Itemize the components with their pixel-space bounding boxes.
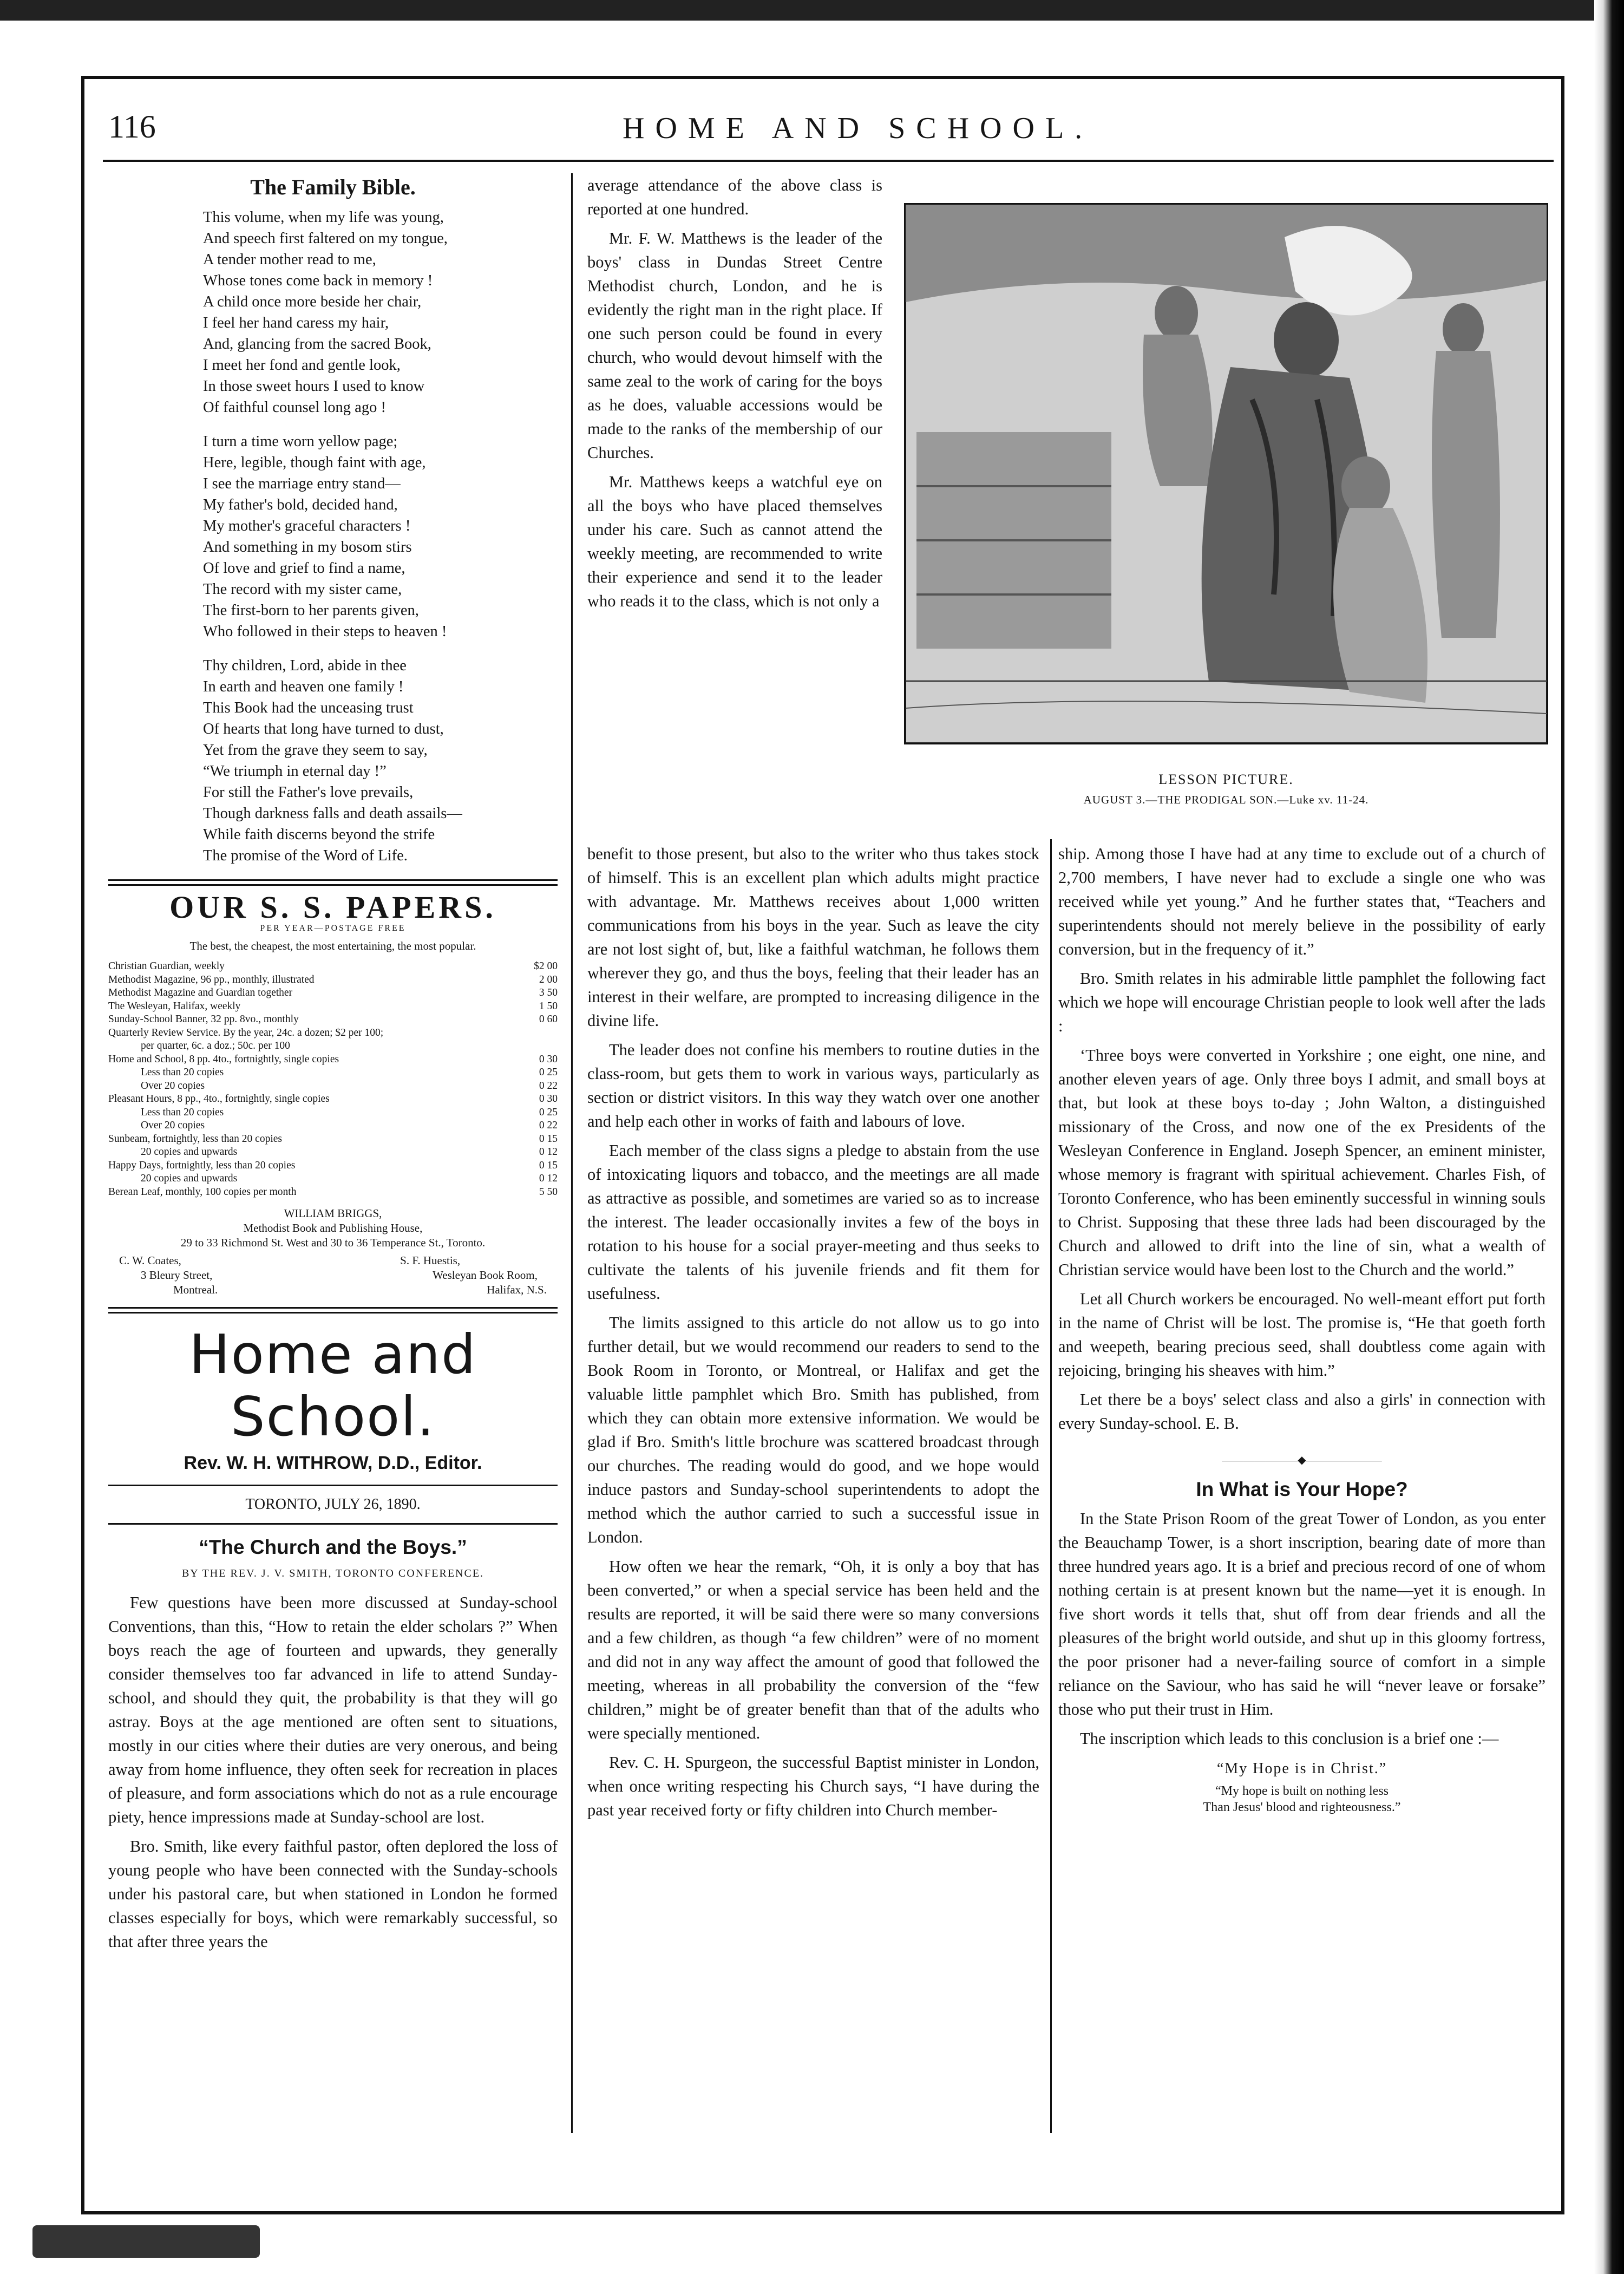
price-label: 20 copies and upwards: [141, 1173, 238, 1184]
poem-stanza-2: [203, 431, 558, 642]
column-middle-top: [587, 173, 882, 618]
price-value: [525, 1040, 558, 1053]
price-row: [108, 1146, 558, 1159]
poem-body: [108, 207, 558, 866]
price-label: Less than 20 copies: [141, 1106, 224, 1118]
price-row: [108, 1106, 558, 1120]
price-row: [108, 960, 558, 973]
publisher-name: WILLIAM BRIGGS,: [284, 1207, 382, 1220]
price-value: 0 30: [539, 1053, 558, 1065]
publisher-address: 29 to 33 Richmond St. West and 30 to 36 Temperance St., Toronto.: [180, 1236, 486, 1249]
hope-paragraph: The inscription which leads to this conclusion is a brief one :—: [1080, 1729, 1499, 1748]
poem-line: And something in my bosom stirs: [203, 539, 412, 556]
poem-title: The Family Bible.: [250, 175, 416, 199]
price-row: [108, 1040, 558, 1053]
price-row: [108, 1080, 558, 1093]
column-left: [108, 173, 558, 1959]
poem-line: For still the Father's love prevails,: [203, 784, 414, 801]
article-paragraph: average attendance of the above class is reported at one hundred.: [587, 176, 882, 218]
price-value: 0 25: [539, 1067, 558, 1078]
price-value: 0 15: [539, 1159, 558, 1171]
poem-line: Who followed in their steps to heaven !: [203, 623, 447, 640]
price-value: 0 60: [539, 1014, 558, 1025]
price-value: 0 30: [539, 1093, 558, 1105]
verse-line: “My hope is built on nothing less: [1215, 1784, 1389, 1798]
running-title: HOME AND SCHOOL.: [623, 112, 1093, 145]
price-row: [108, 1133, 558, 1146]
price-row: [108, 1053, 558, 1067]
hope-verse: [1058, 1783, 1546, 1815]
lesson-caption-title: LESSON PICTURE.: [1158, 772, 1294, 787]
price-label: per quarter, 6c. a doz.; 50c. per 100: [141, 1040, 290, 1051]
price-value: 0 12: [539, 1173, 558, 1184]
poem-line: A child once more beside her chair,: [203, 293, 422, 310]
poem-line: The record with my sister came,: [203, 581, 402, 598]
poem-line: Yet from the grave they seem to say,: [203, 742, 428, 759]
price-value: 0 22: [539, 1120, 558, 1131]
price-row: [108, 1119, 558, 1133]
article-paragraph: Mr. F. W. Matthews is the leader of the boys' class in Dundas Street Centre Methodist church, London, and he is evidently the right man in the right place. If one such person could be found in every church, who would devout himself with the same zeal to the work of caring for the boys as he does, valuable accessions would be made to the ranks of the membership of our Churches.: [587, 229, 882, 462]
price-label: Berean Leaf, monthly, 100 copies per month: [108, 1186, 297, 1198]
ss-papers-subtitle: PER YEAR—POSTAGE FREE: [260, 924, 406, 933]
poem-line: I meet her fond and gentle look,: [203, 357, 401, 374]
poem-line: I feel her hand caress my hair,: [203, 315, 389, 331]
article-title: “The Church and the Boys.”: [199, 1536, 467, 1558]
price-label: Sunbeam, fortnightly, less than 20 copies: [108, 1133, 282, 1145]
article-paragraph: Bro. Smith, like every faithful pastor, often deplored the loss of young people who have been connected with the Sunday-schools under his pastoral care, but when stationed in London he formed classes especially for boys, which were remarkably successful, so that after three years the: [108, 1837, 558, 1951]
hope-title: In What is Your Hope?: [1196, 1478, 1408, 1500]
price-label: Pleasant Hours, 8 pp., 4to., fortnightly, single copies: [108, 1093, 330, 1105]
agents: [108, 1253, 558, 1297]
article-paragraph: Let all Church workers be encouraged. No well-meant effort put forth in the name of Christ will be lost. The promise is, “He that goeth forth and weepeth, bearing precious seed, shall doubtless come again with rejoicing, bringing his sheaves with him.”: [1058, 1290, 1546, 1380]
poem-line: My father's bold, decided hand,: [203, 496, 398, 513]
price-label: Home and School, 8 pp. 4to., fortnightly, single copies: [108, 1053, 339, 1065]
hope-paragraph: In the State Prison Room of the great Tower of London, as you enter the Beauchamp Tower, is a short inscription, bearing date of more than three hundred years ago. It is a brief and precious record of one of whom nothing certain is at present known but the name—yet it is enough. In five short words it tells that, shut off from dear friends and all the pleasures of the bright world outside, and shut up in this gloomy fortress, the poor prisoner had a never-failing source of comfort in a simple reliance on the Saviour, who has said he will “never leave or forsake” those who put their trust in Him.: [1058, 1510, 1546, 1718]
price-row: [108, 1000, 558, 1014]
masthead-editor: Rev. W. H. WITHROW, D.D., Editor.: [184, 1453, 482, 1473]
scan-bottom-smudge: [32, 2225, 260, 2258]
scan-right-edge: [1594, 0, 1624, 2274]
price-label: Happy Days, fortnightly, less than 20 copies: [108, 1159, 296, 1171]
poem-line: My mother's graceful characters !: [203, 518, 411, 534]
article-paragraph: Few questions have been more discussed at Sunday-school Conventions, than this, “How to retain the elder scholars ?” When boys reach the age of fourteen and upwards, they generally consider themselves too far advanced in life to attend Sunday-school, and should they quit, the probability is that they will go astray. Boys at the age mentioned are often sent to situations, mostly in our cities where their duties are very onerous, and being away from home influence, they often seek for recreation in places of pleasure, and form associations which do not as a rule encourage piety, hence impressions made at Sunday-school are lost.: [108, 1593, 558, 1826]
price-row: [108, 1172, 558, 1186]
lesson-picture: [904, 203, 1548, 744]
poem-line: While faith discerns beyond the strife: [203, 826, 435, 843]
agent-line: C. W. Coates,: [119, 1254, 181, 1267]
price-label: Sunday-School Banner, 32 pp. 8vo., monthly: [108, 1014, 299, 1025]
article-paragraph: benefit to those present, but also to the writer who thus takes stock of himself. This is an excellent plan which adults might practice with advantage. Mr. Matthews receives about 1,000 written communications from his boys in the year. Such as leave the city are not lost sight of, but, like a faithful watchman, he follows them wherever they go, and thus the boys, feeling that their leader has an interest in their welfare, are prompted to increasing diligence in the divine life.: [587, 845, 1039, 1030]
agent-line: Wesleyan Book Room,: [433, 1269, 538, 1282]
column-middle-lower: [587, 842, 1039, 1827]
price-value: [525, 1027, 558, 1040]
double-rule: [108, 1307, 558, 1314]
price-value: 0 22: [539, 1080, 558, 1092]
price-row: [108, 973, 558, 987]
ornamental-rule: ―――――――◆―――――――: [1222, 1454, 1382, 1466]
article-paragraph: The leader does not confine his members to routine duties in the class-room, but gets them to work in various ways, particularly as section or district visitors. In this way they watch over one another and help each other in works of faith and labours of love.: [587, 1041, 1039, 1131]
column-right: [1058, 842, 1546, 1815]
poem-line: The promise of the Word of Life.: [203, 847, 408, 864]
column-divider-1: [571, 173, 573, 2133]
poem-stanza-1: [203, 207, 558, 418]
poem-line: Though darkness falls and death assails—: [203, 805, 462, 822]
ss-papers-title: OUR S. S. PAPERS.: [169, 890, 496, 925]
price-row: [108, 1093, 558, 1106]
poem-line: “We triumph in eternal day !”: [203, 763, 387, 780]
poem-stanza-3: [203, 655, 558, 866]
hope-inscription: “My Hope is in Christ.”: [1216, 1760, 1387, 1777]
publisher-house: Methodist Book and Publishing House,: [243, 1221, 423, 1234]
poem-line: Whose tones come back in memory !: [203, 272, 433, 289]
price-row: [108, 1066, 558, 1080]
poem-line: In earth and heaven one family !: [203, 678, 404, 695]
poem-line: I see the marriage entry stand—: [203, 475, 401, 492]
article-paragraph: Bro. Smith relates in his admirable little pamphlet the following fact which we hope will encourage Christian people to look well after the lads :: [1058, 969, 1546, 1035]
price-row: [108, 1013, 558, 1027]
price-value: 0 25: [539, 1106, 558, 1118]
double-rule: [108, 879, 558, 886]
price-label: Methodist Magazine, 96 pp., monthly, illustrated: [108, 973, 315, 985]
page-number: 116: [108, 109, 156, 145]
article-paragraph: Rev. C. H. Spurgeon, the successful Baptist minister in London, when once writing respecting his Church says, “I have during the past year received forty or fifty children into Church member-: [587, 1753, 1039, 1819]
scan-top-band: [0, 0, 1624, 21]
price-label: 20 copies and upwards: [141, 1146, 238, 1158]
ss-papers-tagline: The best, the cheapest, the most entertaining, the most popular.: [189, 939, 476, 952]
price-list: [108, 960, 558, 1199]
article-paragraph: How often we hear the remark, “Oh, it is only a boy that has been converted,” or when a special service has been held and the results are reported, it will be said there were so many conversions and a few children, as though “a few children” were of no moment and did not in any way affect the amount of good that followed the meeting, whereas in all probability the conversion of the “few children,” might be of greater benefit than that of the adults who were specially mentioned.: [587, 1557, 1039, 1742]
poem-line: Of love and grief to find a name,: [203, 560, 405, 577]
article-paragraph: Mr. Matthews keeps a watchful eye on all the boys who have placed themselves under his care. Such as cannot attend the weekly meeting, are recommended to write their experience and send it to the leader who reads it to the class, which is not only a: [587, 473, 882, 610]
poem-line: And speech first faltered on my tongue,: [203, 230, 448, 247]
price-row: [108, 1186, 558, 1199]
poem-line: This volume, when my life was young,: [203, 209, 444, 226]
masthead-dateline: TORONTO, JULY 26, 1890.: [108, 1485, 558, 1525]
article-paragraph: ‘Three boys were converted in Yorkshire ; one eight, one nine, and another eleven years of age. Only three boys I admit, and small boys at that, but look at these boys to-day ; John Walton, a distinguished missionary of the Cross, and now one of the ex Presidents of the Wesleyan Conference in England. Joseph Spencer, an eminent minister, whose memory is fragrant with spiritual achievement. Charles Fish, of Toronto Conference, who has been eminently successful in winning souls to Christ. Supposing that these three lads had been discouraged by the Church and allowed to drift into the line of sin, what a wealth of Christian service would have been lost to the Church and the world.”: [1058, 1046, 1546, 1279]
poem-line: Thy children, Lord, abide in thee: [203, 657, 407, 674]
poem-line: A tender mother read to me,: [203, 251, 376, 268]
article-paragraph: Each member of the class signs a pledge to abstain from the use of intoxicating liquors and tobacco, and the meetings are all made as attractive as possible, and sometimes are varied so as to increase the interest. The leader occasionally invites a few of the boys in rotation to his house for a social prayer-meeting and thus seeks to cultivate the talents of his juvenile friends and fit them for usefulness.: [587, 1141, 1039, 1303]
price-row: [108, 1027, 558, 1040]
masthead-title: Home and School.: [189, 1323, 477, 1448]
poem-line: The first-born to her parents given,: [203, 602, 419, 619]
price-value: 5 50: [539, 1186, 558, 1198]
price-value: 1 50: [539, 1000, 558, 1012]
price-label: Over 20 copies: [141, 1120, 205, 1131]
price-value: 2 00: [539, 973, 558, 985]
price-label: Christian Guardian, weekly: [108, 960, 225, 972]
article-byline: BY THE REV. J. V. SMITH, TORONTO CONFERENCE.: [181, 1567, 484, 1579]
price-label: Over 20 copies: [141, 1080, 205, 1092]
poem-line: In those sweet hours I used to know: [203, 378, 425, 395]
agent-line: Halifax, N.S.: [487, 1283, 547, 1296]
poem-line: Here, legible, though faint with age,: [203, 454, 426, 471]
price-label: Less than 20 copies: [141, 1067, 224, 1078]
price-label: Quarterly Review Service. By the year, 24c. a dozen; $2 per 100;: [108, 1027, 384, 1038]
agent-halifax: [400, 1253, 558, 1297]
poem-line: I turn a time worn yellow page;: [203, 433, 398, 450]
agent-montreal: [108, 1253, 218, 1297]
price-value: 0 15: [539, 1133, 558, 1145]
lesson-caption-detail: AUGUST 3.—THE PRODIGAL SON.—Luke xv. 11-24.: [1083, 793, 1369, 806]
price-label: Methodist Magazine and Guardian together: [108, 987, 293, 998]
article-paragraph: Let there be a boys' select class and also a girls' in connection with every Sunday-school. E. B.: [1058, 1390, 1546, 1433]
price-value: $2 00: [534, 960, 558, 972]
header-rule: [103, 160, 1554, 162]
poem-line: And, glancing from the sacred Book,: [203, 336, 431, 352]
verse-line: Than Jesus' blood and righteousness.”: [1203, 1800, 1401, 1814]
column-divider-2: [1050, 839, 1052, 2133]
price-value: 3 50: [539, 987, 558, 998]
price-value: 0 12: [539, 1146, 558, 1158]
agent-line: S. F. Huestis,: [400, 1254, 461, 1267]
poem-line: This Book had the unceasing trust: [203, 700, 414, 716]
price-label: The Wesleyan, Halifax, weekly: [108, 1000, 241, 1012]
price-row: [108, 1159, 558, 1173]
price-row: [108, 986, 558, 1000]
article-paragraph: The limits assigned to this article do not allow us to go into further detail, but we would recommend our readers to send to the Book Room in Toronto, or Montreal, or Halifax and get the valuable little pamphlet which Bro. Smith has published, from which they can obtain more extensive information. We would be glad if Bro. Smith's little brochure was scattered broadcast through our churches. The reading would do good, and we hope would induce pastors and Sunday-school superintendents to adopt the method which the author carried to such a successful issue in London.: [587, 1314, 1039, 1546]
prodigal-son-engraving: [906, 205, 1547, 743]
agent-line: 3 Bleury Street,: [141, 1269, 213, 1282]
agent-line: Montreal.: [173, 1283, 218, 1296]
article-paragraph: ship. Among those I have had at any time to exclude out of a church of 2,700 members, I have never had to exclude a single one who was received while yet young.” And he further states that, “Teachers and superintendents should not merely believe in the possibility of early conversion, but in the frequency of it.”: [1058, 845, 1546, 958]
poem-line: Of faithful counsel long ago !: [203, 399, 386, 416]
poem-line: Of hearts that long have turned to dust,: [203, 721, 444, 737]
